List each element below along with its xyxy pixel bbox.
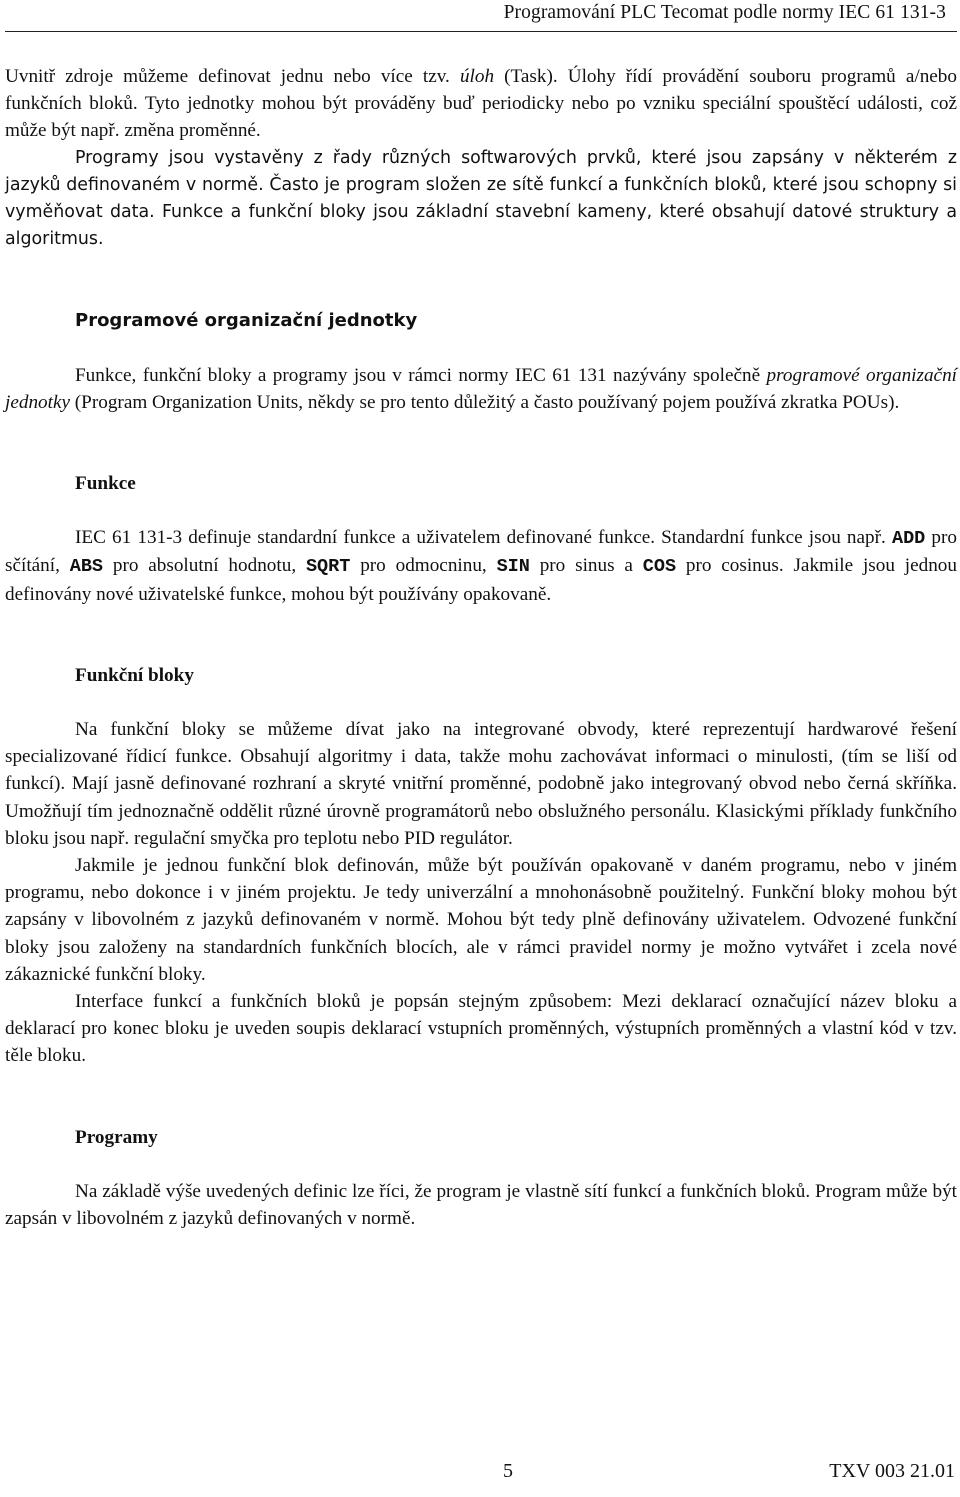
function-blocks-paragraph-3: Interface funkcí a funkčních bloků je popsán stejným způsobem: Mezi deklarací označující název bloku a deklarací pro konec bloku je uveden soupis deklarací vstupních proměnných, výstupních proměnných a vlastní kód v tzv. těle bloku. xyxy=(5,991,957,1067)
document-code: TXV 003 21.01 xyxy=(829,1460,955,1482)
heading-function-blocks: Funkční bloky xyxy=(75,664,194,686)
heading-pou: Programové organizační jednotky xyxy=(75,310,418,332)
code-cos: COS xyxy=(642,556,677,578)
spacer xyxy=(5,608,957,662)
function-blocks-paragraph-1: Na funkční bloky se můžeme dívat jako na integrované obvody, které reprezentují hardwarové řešení specializované řídicí funkce. Obsahují algoritmy i data, takže mohu zachovávat informaci o minulosti, (tím se liší od funkcí). Mají jasně definované rozhraní a skryté vnitřní proměnné, podobně jako integrovaný obvod nebo černá skříňka. Umožňují tím jednoznačně oddělit různé úrovně programátorů nebo obslužného personálu. Klasickými příklady funkčního bloku jsou např. regulační smyčka pro teplotu nebo PID regulátor. xyxy=(5,719,957,849)
header-divider xyxy=(5,31,957,32)
code-add: ADD xyxy=(891,528,926,550)
code-abs: ABS xyxy=(69,556,104,578)
running-header: Programování PLC Tecomat podle normy IEC 61 131-3 xyxy=(503,2,946,23)
spacer xyxy=(5,1070,957,1124)
emphasis-uloh: úloh xyxy=(459,66,495,87)
programs-paragraph: Na základě výše uvedených definic lze říci, že program je vlastně sítí funkcí a funkčních bloků. Program může být zapsán v libovolném z jazyků definovaných v normě. xyxy=(5,1180,957,1230)
spacer xyxy=(5,335,957,362)
page-number: 5 xyxy=(503,1460,513,1482)
functions-paragraph: IEC 61 131-3 definuje standardní funkce a uživatelem definované funkce. Standardní funkce jsou např. ADD pro sčítání, ABS pro absolutní hodnotu, SQRT pro odmocninu, SIN pro sinus a COS pro cosinus. Jakmile jsou jednou definovány nové uživatelské funkce, mohou být používány opakovaně. xyxy=(5,527,957,605)
spacer xyxy=(5,689,957,716)
pou-paragraph: Funkce, funkční bloky a programy jsou v rámci normy IEC 61 131 nazývány společně programové organizační jednotky (Program Organization Units, někdy se pro tento důležitý a často používaný pojem používá zkratka POUs). xyxy=(5,364,957,413)
spacer xyxy=(5,253,957,307)
spacer xyxy=(5,416,957,470)
emphasis-pou: programové organizační jednotky xyxy=(5,364,957,413)
intro-paragraph-2: Programy jsou vystavěny z řady různých softwarových prvků, které jsou zapsány v některém z jazyků definovaném v normě. Často je program složen ze sítě funkcí a funkčních bloků, které jsou schopny si vyměňovat data. Funkce a funkční bloky jsou základní stavební kameny, které obsahují datové struktury a algoritmus. xyxy=(5,147,958,250)
function-blocks-paragraph-2: Jakmile je jednou funkční blok definován, může být používán opakovaně v daném programu, nebo v jiném programu, nebo dokonce i v jiném projektu. Je tedy univerzální a mnohonásobně použitelný. Funkční bloky mohou být zapsány v libovolném z jazyků definovaném v normě. Mohou být tedy plně definovány uživatelem. Odvozené funkční bloky jsou založeny na standardních funkčních blocích, ale v rámci pravidel normy je možno vytvářet i zcela nové zákaznické funkční bloky. xyxy=(5,855,957,985)
spacer xyxy=(5,1151,957,1178)
intro-paragraph-1: Uvnitř zdroje můžeme definovat jednu nebo více tzv. úloh (Task). Úlohy řídí provádění souboru programů a/nebo funkčních bloků. Tyto jednotky mohou být prováděny buď periodicky nebo po vzniku speciální spouštěcí události, což může být např. změna proměnné. xyxy=(5,66,957,142)
heading-functions: Funkce xyxy=(75,473,136,495)
spacer xyxy=(5,497,957,524)
code-sqrt: SQRT xyxy=(305,556,351,578)
page-body xyxy=(5,63,957,1232)
heading-programs: Programy xyxy=(75,1126,158,1148)
code-sin: SIN xyxy=(496,556,530,578)
